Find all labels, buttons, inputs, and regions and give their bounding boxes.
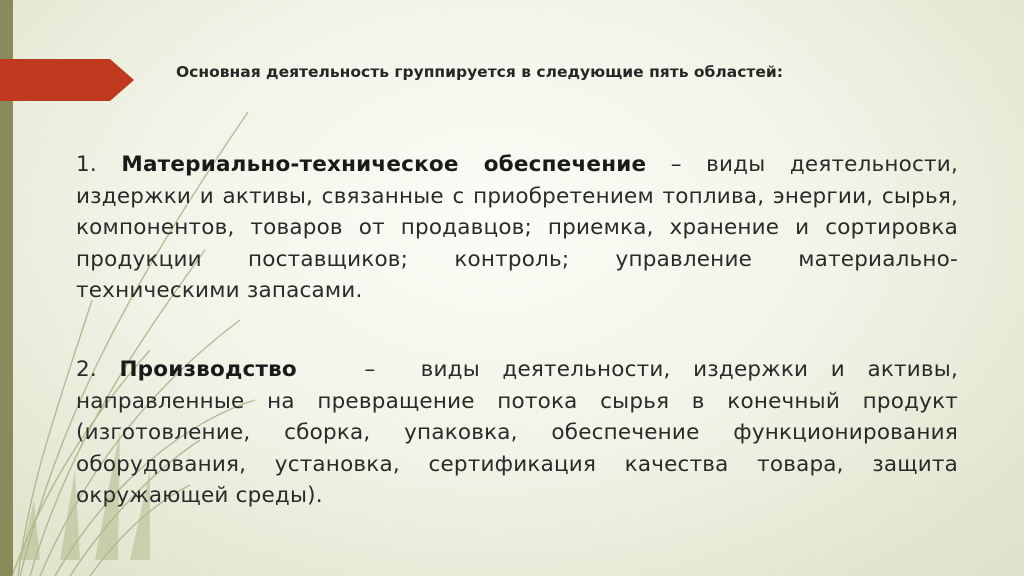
accent-arrow-shape <box>0 59 134 101</box>
item-description: – виды деятельности, издержки и активы, связанные с приобретением топлива, энергии, сырья, компонентов, товаров от продавцов; приемка, хранение и сортировка продукции поставщиков; контроль; управление материально-техническими запасами. <box>76 152 958 303</box>
item-number: 2. <box>76 357 97 382</box>
item-term: Материально-техническое обеспечение <box>121 152 647 177</box>
item-description: – виды деятельности, издержки и активы, направленные на превращение потока сырья в конечный продукт (изготовление, сборка, упаковка, обеспечение функционирования оборудования, установка, сертификация качества товара, защита окружающей среды). <box>76 357 966 508</box>
slide-title: Основная деятельность группируется в следующие пять областей: <box>176 63 783 81</box>
list-item-2 <box>76 354 966 512</box>
list-item-1 <box>76 149 958 307</box>
item-number: 1. <box>76 152 97 177</box>
item-term: Производство <box>119 357 297 382</box>
